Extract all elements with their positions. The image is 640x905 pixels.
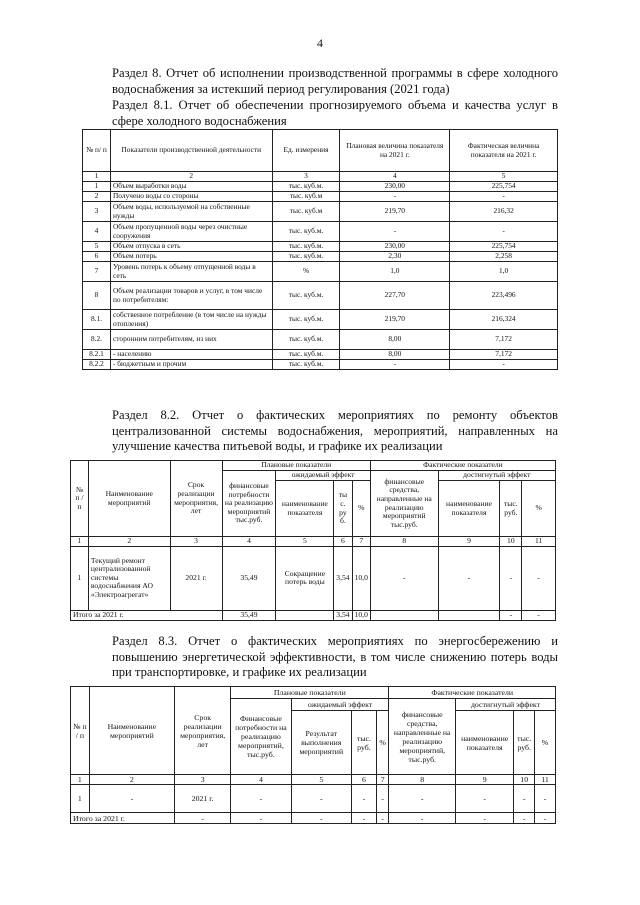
total-exp-rub: 3,54: [334, 610, 352, 620]
header-ach-name: наименование показателя: [456, 711, 514, 775]
header-actual: Фактическая величина показателя на 2021 г.: [450, 130, 558, 172]
cell-ach-rub: -: [514, 785, 535, 813]
cell-n: 7: [83, 262, 111, 282]
header-num: № п/ п: [83, 130, 111, 172]
cell-plan: -: [340, 360, 450, 370]
col-num: 6: [351, 775, 376, 785]
total-ach-rub: -: [500, 610, 522, 620]
col-num: 6: [334, 537, 352, 547]
header-expected: ожидаемый эффект: [291, 699, 389, 711]
column-numbers-row: [71, 537, 556, 547]
header-fact-group: Фактические показатели: [389, 687, 556, 699]
table-row: [83, 222, 558, 242]
section-8-2-text: Раздел 8.2. Отчет о фактических мероприятиях по ремонту объектов централизованной системы водоснабжения, мероприятий, направленных на улучшение качества питьевой воды, и графике их реализации: [112, 408, 558, 453]
cell-unit: тыс. куб.м.: [272, 222, 340, 242]
group-header-row: [71, 461, 556, 471]
cell-unit: тыс. куб.м: [272, 202, 340, 222]
total-exp-name: -: [291, 813, 351, 824]
section-8-heading: [72, 66, 558, 97]
cell-unit: тыс. куб.м.: [272, 360, 340, 370]
cell-plan: 8,00: [340, 350, 450, 360]
total-pct: 10,0: [352, 610, 370, 620]
table-row: [83, 262, 558, 282]
cell-pct: 10,0: [352, 546, 370, 610]
table-header-row: [83, 130, 558, 172]
cell-plan: -: [340, 222, 450, 242]
cell-fact: -: [450, 360, 558, 370]
cell-ach-rub: -: [500, 546, 522, 610]
col-num: 1: [71, 537, 89, 547]
cell-name: -: [89, 785, 174, 813]
table-row: [83, 310, 558, 330]
total-row: [71, 813, 556, 824]
cell-plan-fin: -: [231, 785, 291, 813]
cell-unit: тыс. куб.м.: [272, 350, 340, 360]
header-ach-rub: тыс. руб.: [514, 711, 535, 775]
col-num: 7: [352, 537, 370, 547]
cell-plan: -: [340, 192, 450, 202]
cell-name: собственное потребление (в том числе на нужды отопления): [110, 310, 272, 330]
section-8-1-heading: [72, 98, 558, 129]
col-num: 9: [438, 537, 500, 547]
cell-fact-fin: -: [389, 785, 456, 813]
table-row: [71, 785, 556, 813]
table-8-2: [70, 460, 556, 621]
header-fact-group: Фактические показатели: [370, 461, 555, 471]
cell-n: 1: [71, 546, 89, 610]
cell-ach-pct: -: [535, 785, 556, 813]
total-plan-fin: 35,49: [222, 610, 276, 620]
section-8-2-heading: [72, 408, 558, 455]
table-row: [83, 202, 558, 222]
cell-fact: 216,324: [450, 310, 558, 330]
cell-fact: 225,754: [450, 182, 558, 192]
total-empty: [438, 610, 500, 620]
total-ach-name: -: [456, 813, 514, 824]
cell-fact: 7,172: [450, 350, 558, 360]
cell-unit: тыс. куб.м.: [272, 330, 340, 350]
cell-name: Текущий ремонт централизованной системы водоснабжения АО «Электроагрегат»: [88, 546, 170, 610]
cell-n: 5: [83, 242, 111, 252]
cell-name: Уровень потерь к объему отпущенной воды в сеть: [110, 262, 272, 282]
cell-exp-rub: 3,54: [334, 546, 352, 610]
total-term: -: [175, 813, 231, 824]
cell-n: 1: [71, 785, 90, 813]
cell-fact-fin: -: [370, 546, 438, 610]
cell-plan: 2,30: [340, 252, 450, 262]
cell-n: 8.1.: [83, 310, 111, 330]
cell-term: 2021 г.: [170, 546, 222, 610]
cell-n: 8.2.2: [83, 360, 111, 370]
total-pct: -: [376, 813, 388, 824]
cell-plan-fin: 35,49: [222, 546, 276, 610]
cell-fact: 1,0: [450, 262, 558, 282]
col-num: 3: [170, 537, 222, 547]
total-ach-pct: -: [522, 610, 556, 620]
header-ach-name: наименование показателя: [438, 481, 500, 537]
page-number: 4: [317, 36, 323, 50]
header-planned: Плановая величина показателя на 2021 г.: [340, 130, 450, 172]
col-num: 3: [175, 775, 231, 785]
col-num: 2: [88, 537, 170, 547]
header-num: № п / п: [71, 687, 90, 775]
col-num: 8: [389, 775, 456, 785]
cell-plan: 227,70: [340, 282, 450, 310]
col-num: 1: [71, 775, 90, 785]
cell-name: Объем реализации товаров и услуг, в том числе по потребителям:: [110, 282, 272, 310]
cell-plan: 230,00: [340, 242, 450, 252]
cell-ach-name: -: [456, 785, 514, 813]
cell-plan: 8,00: [340, 330, 450, 350]
header-num: № п / п: [71, 461, 89, 537]
cell-n: 8.2.: [83, 330, 111, 350]
col-num: 3: [272, 172, 340, 182]
cell-fact: 7,172: [450, 330, 558, 350]
table-row: [71, 546, 556, 610]
header-indicator: Показатели производственной деятельности: [110, 130, 272, 172]
section-8-text: Раздел 8. Отчет об исполнении производственной программы в сфере холодного водоснабжения за истекший период регулирования (2021 года): [112, 66, 558, 96]
header-achieved: достигнутый эффект: [456, 699, 556, 711]
table-8-3: [70, 686, 556, 824]
cell-exp-rub: -: [351, 785, 376, 813]
cell-pct: -: [376, 785, 388, 813]
header-expected: ожидаемый эффект: [276, 471, 370, 481]
cell-plan: 219,70: [340, 202, 450, 222]
header-pct: %: [352, 481, 370, 537]
cell-fact: 225,754: [450, 242, 558, 252]
header-plan-fin: финансовые потребности на реализацию мероприятий тыс.руб.: [222, 471, 276, 537]
cell-n: 1: [83, 182, 111, 192]
col-num: 10: [500, 537, 522, 547]
header-achieved: достигнутый эффект: [438, 471, 555, 481]
header-term: Срок реализации мероприятия, лет: [175, 687, 231, 775]
table-row: [83, 360, 558, 370]
table-row: [83, 192, 558, 202]
table-row: [83, 282, 558, 310]
header-pct: %: [376, 711, 388, 775]
cell-plan: 230,00: [340, 182, 450, 192]
header-exp-rub: ты с. ру б.: [334, 481, 352, 537]
cell-unit: тыс. куб.м.: [272, 310, 340, 330]
header-exp-rub: тыс. руб.: [351, 711, 376, 775]
cell-name: Объем пропущенной воды через очистные сооружения: [110, 222, 272, 242]
col-num: 5: [450, 172, 558, 182]
cell-fact: -: [450, 222, 558, 242]
col-num: 11: [535, 775, 556, 785]
total-label: Итого за 2021 г.: [71, 610, 223, 620]
col-num: 5: [291, 775, 351, 785]
col-num: 4: [222, 537, 276, 547]
total-ach-rub: -: [514, 813, 535, 824]
cell-name: Объем выработки воды: [110, 182, 272, 192]
col-num: 4: [231, 775, 291, 785]
col-num: 1: [83, 172, 111, 182]
total-exp-rub: -: [351, 813, 376, 824]
table-row: [83, 350, 558, 360]
cell-name: - населению: [110, 350, 272, 360]
column-numbers-row: [71, 775, 556, 785]
header-plan-fin: Финансовые потребности на реализацию мероприятий, тыс.руб.: [231, 699, 291, 775]
total-ach-pct: -: [535, 813, 556, 824]
header-plan-group: Плановые показатели: [231, 687, 389, 699]
col-num: 2: [89, 775, 174, 785]
header-ach-pct: %: [522, 481, 556, 537]
cell-n: 8: [83, 282, 111, 310]
total-empty: [370, 610, 438, 620]
col-num: 8: [370, 537, 438, 547]
cell-fact: -: [450, 192, 558, 202]
col-num: 4: [340, 172, 450, 182]
col-num: 9: [456, 775, 514, 785]
table-row: [83, 242, 558, 252]
section-8-3-text: Раздел 8.3. Отчет о фактических мероприятиях по энергосбережению и повышению энергетической эффективности, в том числе снижению потерь воды при транспортировке, и графике их реализации: [112, 634, 558, 679]
cell-n: 6: [83, 252, 111, 262]
header-ach-rub: тыс. руб.: [500, 481, 522, 537]
cell-ach-name: -: [438, 546, 500, 610]
cell-name: Объем воды, используемой на собственные нужды: [110, 202, 272, 222]
header-ach-pct: %: [535, 711, 556, 775]
col-num: 7: [376, 775, 388, 785]
cell-exp-name: Сокращение потерь воды: [276, 546, 334, 610]
total-fact-fin: -: [389, 813, 456, 824]
cell-plan: 1,0: [340, 262, 450, 282]
cell-n: 2: [83, 192, 111, 202]
col-num: 5: [276, 537, 334, 547]
cell-unit: тыс. куб.м: [272, 192, 340, 202]
section-8-1-text: Раздел 8.1. Отчет об обеспечении прогнозируемого объема и качества услуг в сфере холодного водоснабжения: [112, 98, 558, 128]
total-empty: [276, 610, 334, 620]
total-row: [71, 610, 556, 620]
cell-name: Получено воды со стороны: [110, 192, 272, 202]
table-8-1: [82, 129, 558, 370]
header-exp-name: Результат выполнения мероприятий: [291, 711, 351, 775]
header-fact-fin: финансовые средства, направленные на реализацию мероприятий, тыс.руб.: [389, 699, 456, 775]
header-exp-name: наименование показателя: [276, 481, 334, 537]
cell-n: 3: [83, 202, 111, 222]
cell-fact: 223,496: [450, 282, 558, 310]
col-num: 10: [514, 775, 535, 785]
total-label: Итого за 2021 г.: [71, 813, 175, 824]
header-term: Срок реализации мероприятия, лет: [170, 461, 222, 537]
cell-unit: %: [272, 262, 340, 282]
header-plan-group: Плановые показатели: [222, 461, 370, 471]
cell-plan: 219,70: [340, 310, 450, 330]
col-num: 11: [522, 537, 556, 547]
cell-n: 4: [83, 222, 111, 242]
cell-unit: тыс. куб.м.: [272, 242, 340, 252]
group-header-row: [71, 687, 556, 699]
section-8-3-heading: [72, 634, 558, 681]
cell-unit: тыс. куб.м.: [272, 182, 340, 192]
cell-name: Объем отпуска в сеть: [110, 242, 272, 252]
cell-fact: 2,258: [450, 252, 558, 262]
header-unit: Ед. измерения: [272, 130, 340, 172]
cell-name: сторонним потребителям, из них: [110, 330, 272, 350]
cell-n: 8.2.1: [83, 350, 111, 360]
cell-unit: тыс. куб.м.: [272, 282, 340, 310]
cell-name: - бюджетным и прочим: [110, 360, 272, 370]
total-plan-fin: -: [231, 813, 291, 824]
table-row: [83, 330, 558, 350]
cell-name: Объем потерь: [110, 252, 272, 262]
col-num: 2: [110, 172, 272, 182]
cell-exp-name: -: [291, 785, 351, 813]
header-name: Наименование мероприятий: [88, 461, 170, 537]
cell-ach-pct: -: [522, 546, 556, 610]
table-row: [83, 182, 558, 192]
cell-fact: 216,32: [450, 202, 558, 222]
column-numbers-row: [83, 172, 558, 182]
cell-term: 2021 г.: [175, 785, 231, 813]
header-fact-fin: финансовые средства, направленные на реализацию мероприятий тыс.руб.: [370, 471, 438, 537]
cell-unit: тыс. куб.м.: [272, 252, 340, 262]
header-name: Наименование мероприятий: [89, 687, 174, 775]
table-row: [83, 252, 558, 262]
